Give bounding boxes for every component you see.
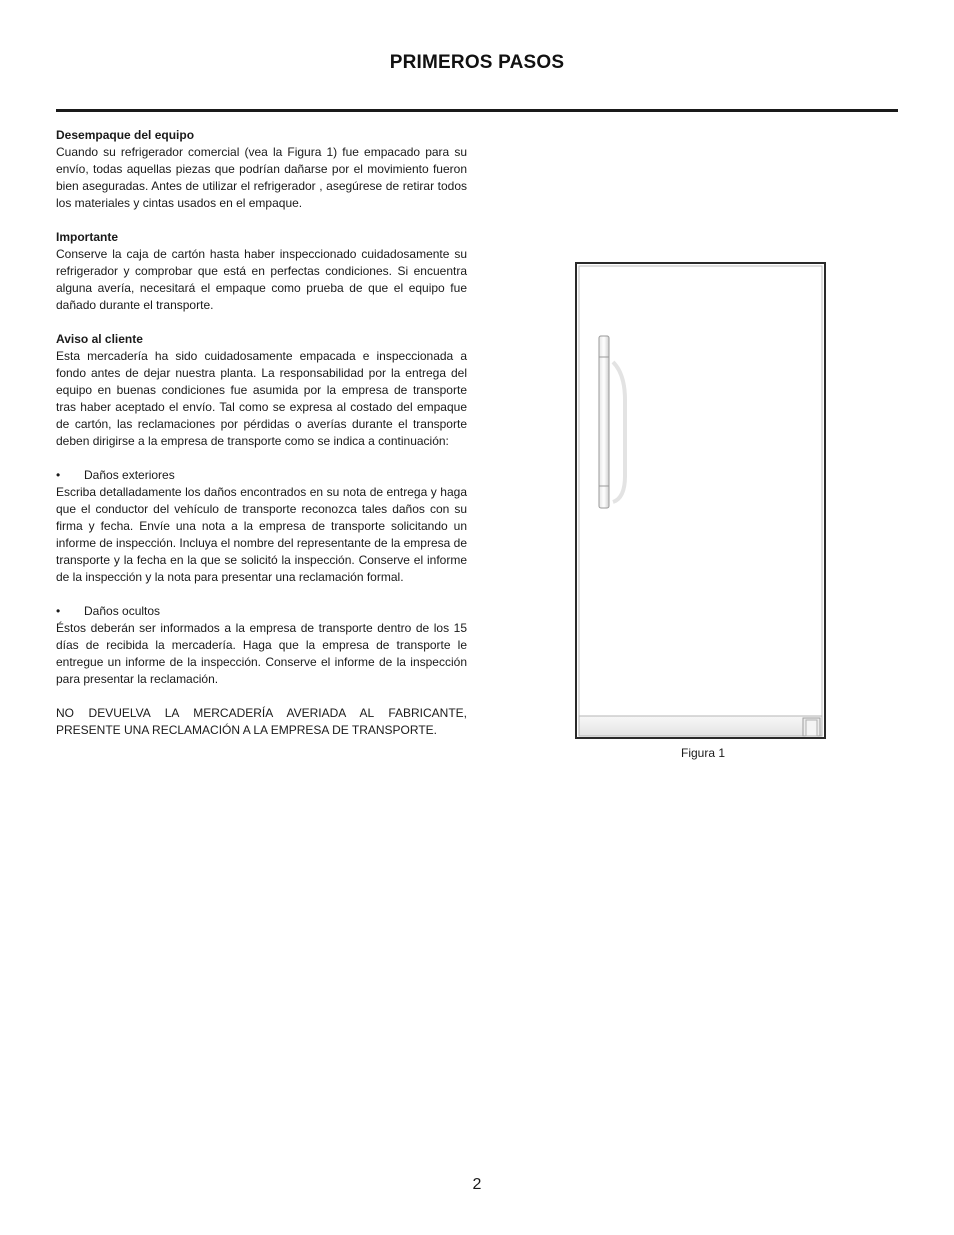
refrigerator-illustration: [575, 262, 826, 739]
bullet-label-hidden-damage: Daños ocultos: [84, 604, 161, 618]
section-hidden-damage: [56, 603, 467, 688]
bullet-dot: •: [56, 604, 61, 618]
kick-plate-corner-inner: [806, 720, 817, 736]
page-title: PRIMEROS PASOS: [389, 52, 565, 73]
section-body-important: Conserve la caja de cartón hasta haber inspeccionado cuidadosamente su refrigerador y comprobar que está en perfectas condiciones. Si encuentra alguna avería, necesitará el empaque como prueba de que el equipo fue dañado durante el transporte.: [56, 247, 467, 312]
section-heading-important: Importante: [56, 230, 119, 244]
refrigerator-door: [579, 266, 822, 716]
main-text-column: [56, 127, 467, 739]
section-body-customer-notice: Esta mercadería ha sido cuidadosamente empacada e inspeccionada a fondo antes de dejar nuestra planta. La responsabilidad por la entrega del equipo en buenas condiciones fue asumida por la empresa de transporte tras haber aceptado el envío. Tal como se expresa al costado del empaque de cartón, las reclamaciones por pérdidas o averías durante el transporte deben dirigirse a la empresa de transporte como se indica a continuación:: [56, 349, 467, 448]
section-important: [56, 229, 467, 314]
figure-refrigerator: [575, 262, 826, 739]
kick-plate: [579, 716, 822, 736]
bullet-exterior-damage: [56, 467, 467, 484]
section-heading-customer-notice: Aviso al cliente: [56, 332, 143, 346]
section-heading-unpacking: Desempaque del equipo: [56, 128, 195, 142]
figure-caption: Figura 1: [680, 746, 726, 760]
door-handle: [599, 336, 609, 508]
final-notice: NO DEVUELVA LA MERCADERÍA AVERIADA AL FABRICANTE, PRESENTE UNA RECLAMACIÓN A LA EMPRESA DE TRANSPORTE.: [56, 706, 467, 737]
section-unpacking: [56, 127, 467, 212]
bullet-label-exterior-damage: Daños exteriores: [84, 468, 175, 482]
section-body-exterior-damage: Escriba detalladamente los daños encontrados en su nota de entrega y haga que el conductor del vehículo de transporte reconozca tales daños con su firma y fecha. Envíe una nota a la empresa de transporte solicitando un informe de inspección. Incluya el nombre del representante de la empresa de transporte y la fecha en la que se solicitó la inspección. Conserve el informe de la inspección y la nota para presentar una reclamación formal.: [56, 485, 467, 584]
section-body-unpacking: Cuando su refrigerador comercial (vea la Figura 1) fue empacado para su envío, todas aquellas piezas que podrían dañarse por el movimiento fueron bien aseguradas. Antes de utilizar el refrigerador , asegúrese de retirar todos los materiales y cintas usados en el empaque.: [56, 145, 467, 210]
section-customer-notice: [56, 331, 467, 450]
section-body-hidden-damage: Éstos deberán ser informados a la empresa de transporte dentro de los 15 días de recibida la mercadería. Haga que la empresa de transporte le entregue un informe de la inspección. Conserve el informe de la inspección para presentar la reclamación.: [56, 621, 467, 686]
header-rule: [56, 109, 898, 112]
page-number: 2: [472, 1176, 482, 1193]
section-exterior-damage: [56, 467, 467, 586]
bullet-dot: •: [56, 468, 61, 482]
bullet-hidden-damage: [56, 603, 467, 620]
